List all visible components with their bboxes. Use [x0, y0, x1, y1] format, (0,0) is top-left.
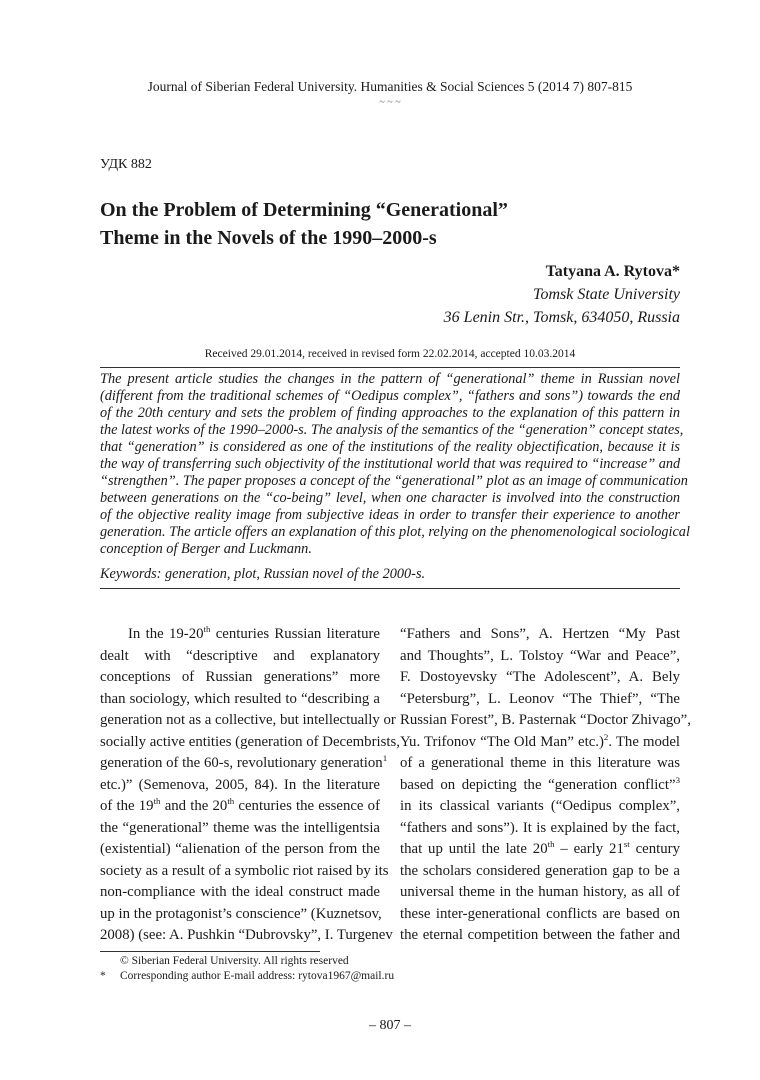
abstract-line: generation. The article offers an explanation of this plot, relying on the phenomenological sociological: [100, 524, 690, 540]
text-segment: non-compliance with the ideal construct made: [100, 884, 380, 900]
body-column-right: [400, 624, 691, 947]
author-name: Tatyana A. Rytova*: [545, 263, 680, 280]
keywords: Keywords: generation, plot, Russian novel of the 2000-s.: [100, 566, 426, 582]
body-line: [400, 624, 680, 646]
abstract-line: that “generation” is considered as one of the institutions of the reality objectification, because it is: [100, 439, 680, 455]
body-line: [400, 861, 680, 883]
text-segment: these inter-generational conflicts are based on: [400, 905, 680, 922]
abstract-line: of the objective reality image from subjective ideas in order to transfer their experience to another: [100, 507, 680, 523]
body-line: [400, 839, 680, 861]
body-line: [400, 882, 680, 904]
text-segment: than sociology, which resulted to “describing a: [100, 690, 380, 707]
abstract-line: (different from the traditional schemes of “Oedipus complex”, “fathers and sons”) towards the end: [100, 388, 680, 404]
abstract-line: the latest works of the 1990–2000-s. The analysis of the semantics of the “generation” concept states,: [100, 422, 684, 438]
text-segment: based on depicting the “generation conflict”: [400, 776, 676, 793]
text-segment: and Thoughts”, L. Tolstoy “War and Peace”,: [400, 647, 680, 664]
footnotes: [100, 954, 394, 984]
abstract-line: between generations on the “co-being” level, when one character is involved into the construction: [100, 490, 680, 506]
superscript: 3: [675, 774, 680, 785]
abstract-top-rule: [100, 367, 680, 368]
body-line: [100, 667, 380, 689]
body-line: [400, 689, 680, 711]
text-segment: universal theme in the human history, as all of: [400, 884, 680, 900]
text-segment: the “generational” theme was the intelligentsia: [100, 819, 380, 836]
text-segment: etc.)” (Semenova, 2005, 84). In the literature: [100, 776, 380, 793]
text-segment: Russian Forest”, B. Pasternak “Doctor Zhivago”,: [400, 712, 691, 728]
abstract-line: conception of Berger and Luckmann.: [100, 541, 312, 557]
title-line: On the Problem of Determining “Generational”: [100, 199, 508, 221]
body-line: [100, 839, 380, 861]
superscript: st: [623, 839, 630, 850]
body-line: [400, 925, 680, 947]
body-line: [400, 710, 691, 732]
text-segment: in its classical variants (“Oedipus complex”,: [400, 798, 680, 814]
text-segment: “fathers and sons”). It is explained by the fact,: [400, 819, 680, 836]
title-line: Theme in the Novels of the 1990–2000-s: [100, 227, 437, 249]
body-line: [400, 646, 680, 668]
text-segment: of a generational theme in this literature was: [400, 755, 680, 771]
text-segment: the eternal competition between the father and: [400, 927, 680, 943]
text-segment: up in the protagonist’s conscience” (Kuznetsov,: [100, 905, 382, 922]
author-address: 36 Lenin Str., Tomsk, 634050, Russia: [443, 309, 680, 326]
abstract-line: “strengthen”. The paper proposes a concept of the “generational” plot as an image of communication: [100, 473, 688, 489]
text-segment: – early 21: [554, 841, 624, 857]
udk-code: УДК 882: [100, 157, 152, 172]
text-segment: . The model: [608, 733, 680, 750]
text-segment: 2008) (see: A. Pushkin “Dubrovsky”, I. Turgenev: [100, 927, 393, 943]
body-line: [100, 882, 380, 904]
text-segment: generation of the 60-s, revolutionary generation: [100, 755, 383, 771]
body-line: [400, 732, 680, 754]
author-affiliation: Tomsk State University: [533, 286, 680, 303]
text-segment: that up until the late 20: [400, 841, 548, 857]
text-segment: century: [629, 841, 680, 857]
header-ornament: ~ ~ ~: [379, 97, 401, 108]
author-block: [444, 260, 680, 329]
body-line: [100, 818, 380, 840]
text-segment: F. Dostoyevsky “The Adolescent”, A. Bely: [400, 669, 680, 685]
text-segment: “Petersburg”, L. Leonov “The Thief”, “The: [400, 690, 680, 707]
text-segment: “Fathers and Sons”, A. Hertzen “My Past: [400, 626, 680, 642]
superscript: th: [153, 796, 161, 807]
text-segment: generation not as a collective, but intellectually or: [100, 712, 396, 728]
body-line: [100, 753, 388, 775]
body-line: [400, 796, 680, 818]
body-line: [100, 689, 380, 711]
journal-header: Journal of Siberian Federal University. Humanities & Social Sciences 5 (2014 7) 807-815: [147, 79, 633, 94]
text-segment: centuries Russian literature: [210, 626, 380, 642]
body-line: [100, 904, 380, 926]
abstract: [100, 371, 690, 558]
text-segment: In the 19-20: [128, 626, 204, 642]
abstract-line: of the 20th century and sets the problem of finding approaches to the explanation of this pattern in: [100, 405, 680, 421]
body-column-left: [100, 624, 400, 947]
body-line: [400, 667, 680, 689]
page-number: – 807 –: [369, 1018, 411, 1033]
body-line: [100, 861, 389, 883]
text-segment: conceptions of Russian generations” more: [100, 669, 380, 685]
body-line: [400, 818, 680, 840]
corresponding-author-note: Corresponding author E-mail address: rytova1967@mail.ru: [120, 970, 395, 982]
text-segment: (existential) “alienation of the person from the: [100, 841, 380, 857]
text-segment: of the 19: [100, 798, 154, 814]
superscript: th: [547, 839, 555, 850]
body-line: [400, 775, 680, 797]
text-segment: society as a result of a symbolic riot raised by its: [100, 862, 389, 879]
body-line: [100, 925, 393, 947]
body-line: [100, 624, 380, 646]
text-segment: Yu. Trifonov “The Old Man” etc.): [400, 733, 604, 750]
body-line: [400, 904, 680, 926]
superscript: 2: [603, 731, 609, 742]
text-segment: and the 20: [160, 798, 228, 814]
footnote-rule: [100, 951, 320, 952]
abstract-line: The present article studies the changes in the pattern of “generational” theme in Russian novel: [100, 371, 680, 387]
superscript: 1: [382, 753, 388, 764]
body-line: [400, 753, 680, 775]
superscript: th: [203, 624, 211, 635]
body-line: [100, 710, 396, 732]
text-segment: dealt with “descriptive and explanatory: [100, 647, 380, 664]
text-segment: centuries the essence of: [234, 798, 380, 814]
abstract-bottom-rule: [100, 588, 680, 589]
body-line: [100, 796, 380, 818]
text-segment: the scholars considered generation gap to be a: [400, 862, 680, 879]
asterisk: *: [100, 970, 106, 982]
abstract-line: the way of transferring such objectivity of the institutional world that was required to “increase” and: [100, 456, 681, 472]
text-segment: socially active entities (generation of Decembrists,: [100, 733, 400, 750]
copyright-note: © Siberian Federal University. All rights reserved: [120, 955, 349, 967]
body-line: [100, 775, 380, 797]
body-line: [100, 732, 400, 754]
body-line: [100, 646, 380, 668]
paper-title: [100, 196, 508, 252]
superscript: th: [227, 796, 235, 807]
received-dates: Received 29.01.2014, received in revised form 22.02.2014, accepted 10.03.2014: [204, 348, 576, 360]
